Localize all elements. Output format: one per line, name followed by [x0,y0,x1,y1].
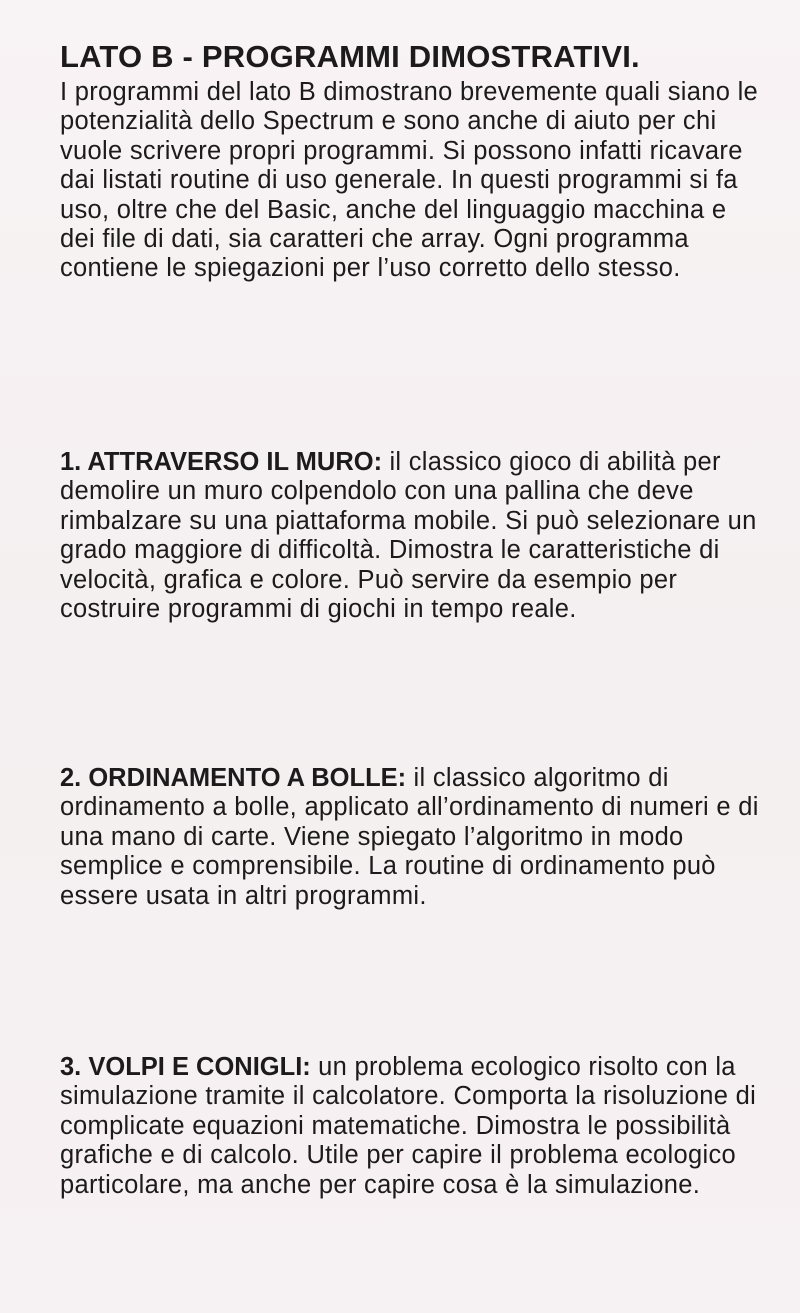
section-description: il classico algoritmo di ordinamento a bolle, applicato all’ordinamento di numeri e di una mano di carte. Viene spiegato l’algoritmo in modo semplice e comprensibile. La routine di ordinamento può essere usata in altri programmi. [60,764,759,910]
document-content [60,38,760,1199]
section-paragraph [60,764,760,911]
section-heading: 1. ATTRAVERSO IL MURO: [60,448,383,476]
intro-paragraph: I programmi del lato B dimostrano brevemente quali siano le potenzialità dello Spectrum e sono anche di aiuto per chi vuole scrivere propri programmi. Si possono infatti ricavare dai listati routine di uso generale. In questi programmi si fa uso, oltre che del Basic, anche del linguaggio macchina e dei file di dati, sia caratteri che array. Ogni programma contiene le spiegazioni per l’uso corretto dello stesso. [60,78,759,283]
program-section-volpi-e-conigli [60,1053,760,1200]
section-description: un problema ecologico risolto con la simulazione tramite il calcolatore. Comporta la risoluzione di complicate equazioni matematiche. Dimostra le possibilità grafiche e di calcolo. Utile per capire il problema ecologico particolare, ma anche per capire cosa è la simulazione. [60,1053,757,1199]
section-heading: 3. VOLPI E CONIGLI: [60,1053,311,1081]
section-heading: 2. ORDINAMENTO A BOLLE: [60,764,407,792]
section-description: il classico gioco di abilità per demolire un muro colpendolo con una pallina che deve rimbalzare su una piattaforma mobile. Si può selezionare un grado maggiore di difficoltà. Dimostra le caratteristiche di velocità, grafica e colore. Può servire da esempio per costruire programmi di giochi in tempo reale. [60,448,757,624]
section-paragraph [60,1053,760,1200]
program-section-attraverso-il-muro [60,448,760,624]
page-title: LATO B - PROGRAMMI DIMOSTRATIVI. [60,39,640,74]
section-paragraph [60,448,760,624]
program-section-ordinamento-a-bolle [60,764,760,911]
